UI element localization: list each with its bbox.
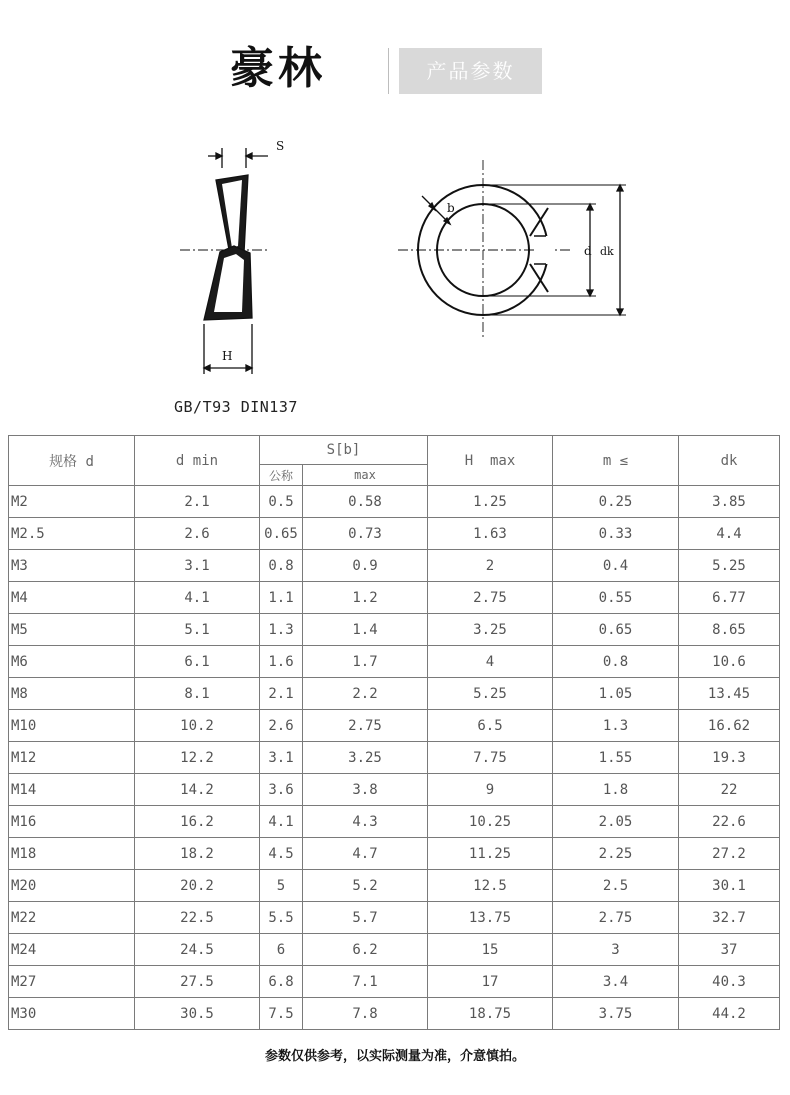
- table-row: [9, 902, 780, 934]
- cell-s-nominal: 5.5: [260, 902, 303, 934]
- side-view: [180, 139, 284, 374]
- cell-size: M30: [9, 998, 135, 1030]
- cell-dmin: 16.2: [135, 806, 260, 838]
- cell-size: M22: [9, 902, 135, 934]
- cell-m: 0.8: [553, 646, 679, 678]
- table-row: [9, 966, 780, 998]
- cell-m: 2.25: [553, 838, 679, 870]
- cell-s-nominal: 5: [260, 870, 303, 902]
- cell-s-nominal: 1.3: [260, 614, 303, 646]
- cell-s-nominal: 0.65: [260, 518, 303, 550]
- table-row: [9, 550, 780, 582]
- cell-dk: 13.45: [679, 678, 780, 710]
- cell-hmax: 1.25: [428, 486, 553, 518]
- table-row: [9, 774, 780, 806]
- label-s: S: [276, 139, 285, 153]
- cell-dk: 22.6: [679, 806, 780, 838]
- cell-size: M20: [9, 870, 135, 902]
- cell-hmax: 1.63: [428, 518, 553, 550]
- cell-dmin: 22.5: [135, 902, 260, 934]
- cell-s-max: 4.3: [303, 806, 428, 838]
- table-row: [9, 582, 780, 614]
- cell-size: M3: [9, 550, 135, 582]
- cell-size: M8: [9, 678, 135, 710]
- cell-s-max: 5.2: [303, 870, 428, 902]
- cell-dmin: 24.5: [135, 934, 260, 966]
- brand-title: 豪林: [230, 43, 326, 94]
- cell-s-nominal: 1.1: [260, 582, 303, 614]
- cell-size: M6: [9, 646, 135, 678]
- col-header-m: m ≤: [553, 436, 679, 486]
- col-header-dk: dk: [679, 436, 780, 486]
- cell-hmax: 6.5: [428, 710, 553, 742]
- cell-hmax: 15: [428, 934, 553, 966]
- table-row: [9, 998, 780, 1030]
- cell-m: 0.65: [553, 614, 679, 646]
- cell-hmax: 10.25: [428, 806, 553, 838]
- cell-dk: 16.62: [679, 710, 780, 742]
- header: [0, 38, 790, 98]
- cell-s-max: 6.2: [303, 934, 428, 966]
- cell-m: 1.55: [553, 742, 679, 774]
- table-row: [9, 934, 780, 966]
- cell-s-max: 7.8: [303, 998, 428, 1030]
- cell-dmin: 5.1: [135, 614, 260, 646]
- cell-m: 0.55: [553, 582, 679, 614]
- cell-dk: 27.2: [679, 838, 780, 870]
- cell-hmax: 4: [428, 646, 553, 678]
- header-divider: [388, 48, 389, 94]
- cell-size: M18: [9, 838, 135, 870]
- cell-hmax: 18.75: [428, 998, 553, 1030]
- cell-m: 2.05: [553, 806, 679, 838]
- cell-s-nominal: 3.6: [260, 774, 303, 806]
- cell-hmax: 2: [428, 550, 553, 582]
- table-row: [9, 614, 780, 646]
- cell-s-nominal: 0.5: [260, 486, 303, 518]
- cell-dmin: 2.1: [135, 486, 260, 518]
- cell-m: 0.25: [553, 486, 679, 518]
- cell-s-max: 4.7: [303, 838, 428, 870]
- cell-s-nominal: 4.5: [260, 838, 303, 870]
- col-header-size: 规格 d: [9, 436, 135, 486]
- table-row: [9, 742, 780, 774]
- cell-dmin: 30.5: [135, 998, 260, 1030]
- cell-dmin: 20.2: [135, 870, 260, 902]
- cell-dmin: 3.1: [135, 550, 260, 582]
- col-header-dmin: d min: [135, 436, 260, 486]
- cell-size: M14: [9, 774, 135, 806]
- cell-hmax: 5.25: [428, 678, 553, 710]
- cell-m: 2.5: [553, 870, 679, 902]
- col-header-s-nominal: 公称: [260, 465, 303, 486]
- cell-s-max: 0.73: [303, 518, 428, 550]
- cell-dk: 5.25: [679, 550, 780, 582]
- cell-hmax: 3.25: [428, 614, 553, 646]
- cell-s-max: 5.7: [303, 902, 428, 934]
- cell-dmin: 6.1: [135, 646, 260, 678]
- col-header-hmax: H max: [428, 436, 553, 486]
- cell-s-nominal: 1.6: [260, 646, 303, 678]
- section-tag: 产品参数: [399, 48, 542, 94]
- cell-m: 3.75: [553, 998, 679, 1030]
- col-header-s-group: S[b]: [260, 436, 428, 465]
- table-row: [9, 838, 780, 870]
- col-header-s-max: max: [303, 465, 428, 486]
- table-row: [9, 646, 780, 678]
- cell-hmax: 12.5: [428, 870, 553, 902]
- cell-dk: 19.3: [679, 742, 780, 774]
- cell-hmax: 17: [428, 966, 553, 998]
- cell-dk: 10.6: [679, 646, 780, 678]
- cell-dk: 40.3: [679, 966, 780, 998]
- cell-size: M16: [9, 806, 135, 838]
- cell-size: M10: [9, 710, 135, 742]
- footer-note: 参数仅供参考，以实际测量为准，介意慎拍。: [264, 1049, 525, 1064]
- cell-m: 1.8: [553, 774, 679, 806]
- cell-size: M2.5: [9, 518, 135, 550]
- cell-hmax: 9: [428, 774, 553, 806]
- table-row: [9, 870, 780, 902]
- cell-m: 0.4: [553, 550, 679, 582]
- cell-s-nominal: 4.1: [260, 806, 303, 838]
- cell-dk: 30.1: [679, 870, 780, 902]
- cell-hmax: 7.75: [428, 742, 553, 774]
- cell-m: 0.33: [553, 518, 679, 550]
- standard-label: GB/T93 DIN137: [174, 398, 298, 416]
- cell-dmin: 18.2: [135, 838, 260, 870]
- cell-s-max: 0.9: [303, 550, 428, 582]
- cell-s-nominal: 0.8: [260, 550, 303, 582]
- table-row: [9, 678, 780, 710]
- table-row: [9, 710, 780, 742]
- cell-s-max: 3.8: [303, 774, 428, 806]
- label-d: d: [584, 244, 592, 258]
- table-row: [9, 518, 780, 550]
- spec-table-body: [9, 486, 780, 1030]
- cell-dmin: 4.1: [135, 582, 260, 614]
- cell-dk: 3.85: [679, 486, 780, 518]
- cell-size: M5: [9, 614, 135, 646]
- cell-s-nominal: 6.8: [260, 966, 303, 998]
- cell-m: 1.3: [553, 710, 679, 742]
- cell-s-nominal: 3.1: [260, 742, 303, 774]
- cell-s-max: 3.25: [303, 742, 428, 774]
- cell-dk: 4.4: [679, 518, 780, 550]
- table-row: [9, 806, 780, 838]
- cell-s-nominal: 2.1: [260, 678, 303, 710]
- cell-dk: 22: [679, 774, 780, 806]
- cell-m: 3: [553, 934, 679, 966]
- cell-dmin: 12.2: [135, 742, 260, 774]
- cell-dk: 44.2: [679, 998, 780, 1030]
- cell-s-nominal: 2.6: [260, 710, 303, 742]
- spec-table: [8, 435, 780, 1030]
- cell-size: M2: [9, 486, 135, 518]
- top-view: [398, 160, 626, 338]
- cell-m: 1.05: [553, 678, 679, 710]
- label-b: b: [447, 201, 455, 215]
- spring-washer-diagram: [150, 128, 670, 398]
- cell-size: M4: [9, 582, 135, 614]
- cell-hmax: 13.75: [428, 902, 553, 934]
- table-row: [9, 486, 780, 518]
- cell-s-max: 2.75: [303, 710, 428, 742]
- cell-hmax: 2.75: [428, 582, 553, 614]
- cell-dmin: 8.1: [135, 678, 260, 710]
- cell-dk: 6.77: [679, 582, 780, 614]
- cell-s-nominal: 7.5: [260, 998, 303, 1030]
- cell-s-max: 1.4: [303, 614, 428, 646]
- cell-dk: 32.7: [679, 902, 780, 934]
- cell-s-max: 0.58: [303, 486, 428, 518]
- cell-dmin: 10.2: [135, 710, 260, 742]
- label-h: H: [222, 349, 233, 363]
- cell-s-max: 1.7: [303, 646, 428, 678]
- cell-dk: 8.65: [679, 614, 780, 646]
- cell-s-max: 7.1: [303, 966, 428, 998]
- cell-s-max: 1.2: [303, 582, 428, 614]
- cell-dmin: 27.5: [135, 966, 260, 998]
- cell-size: M12: [9, 742, 135, 774]
- cell-size: M27: [9, 966, 135, 998]
- cell-s-max: 2.2: [303, 678, 428, 710]
- cell-dk: 37: [679, 934, 780, 966]
- cell-s-nominal: 6: [260, 934, 303, 966]
- cell-m: 2.75: [553, 902, 679, 934]
- cell-m: 3.4: [553, 966, 679, 998]
- cell-size: M24: [9, 934, 135, 966]
- cell-dmin: 2.6: [135, 518, 260, 550]
- label-dk: dk: [600, 245, 614, 258]
- cell-hmax: 11.25: [428, 838, 553, 870]
- cell-dmin: 14.2: [135, 774, 260, 806]
